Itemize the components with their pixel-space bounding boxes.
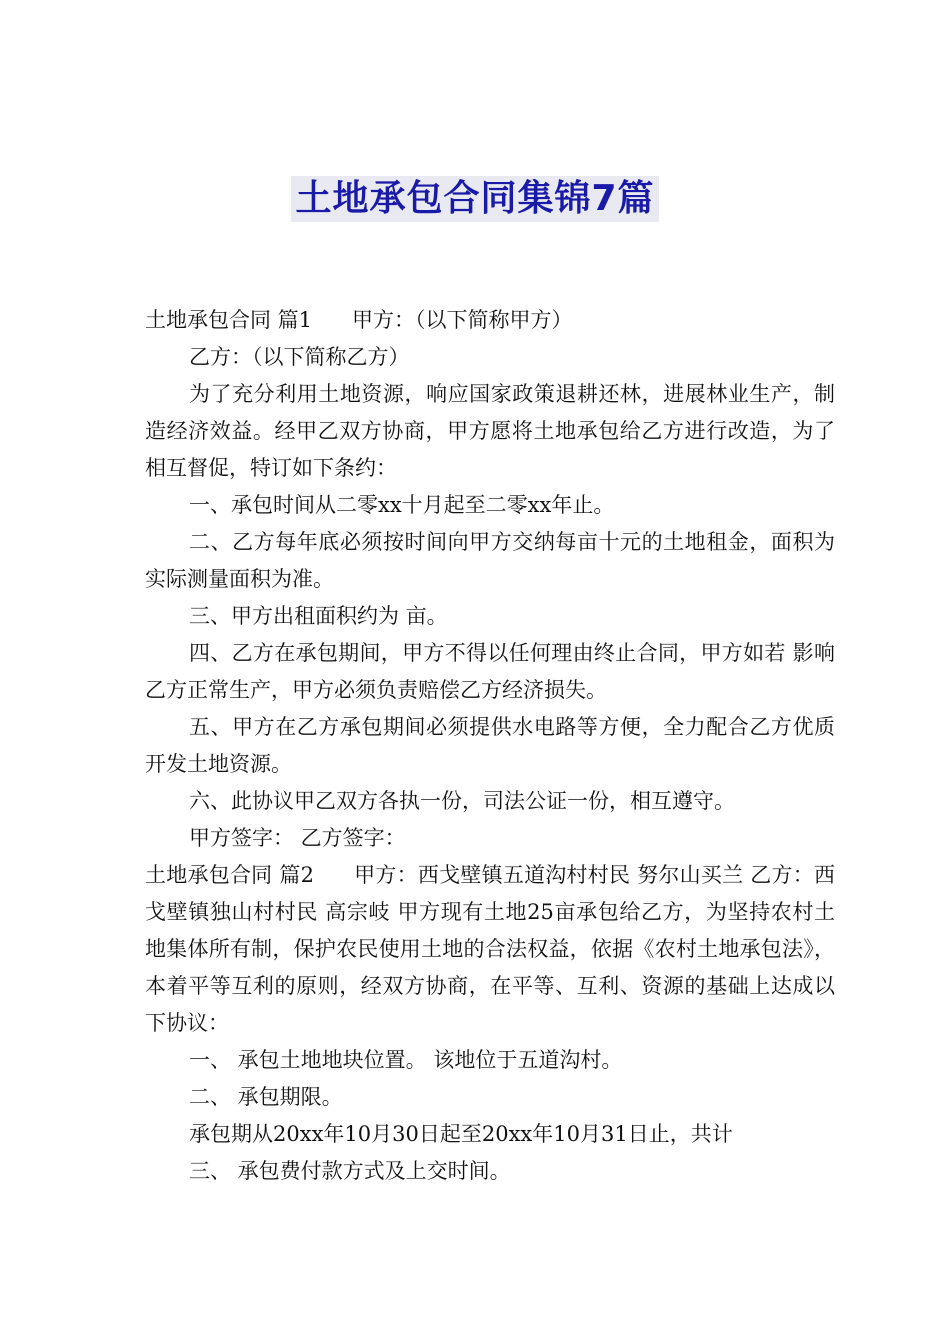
title-container bbox=[0, 176, 950, 222]
contract2-intro: 甲方：西戈壁镇五道沟村村民 努尔山买兰 乙方：西戈壁镇独山村村民 高宗岐 甲方现有土地25亩承包给乙方，为坚持农村土地集体所有制，保护农民使用土地的合法权益，依据《农村土地承包法》，本着平等互利的原则，经双方协商，在平等、互利、资源的基础上达成以下协议： bbox=[145, 863, 835, 1035]
contract2-period: 承包期从20xx年10月30日起至20xx年10月31日止，共计 bbox=[189, 1122, 733, 1146]
document-title: 土地承包合同集锦7篇 bbox=[291, 176, 658, 222]
contract1-heading-line bbox=[145, 302, 835, 339]
contract1-clause-6: 六、此协议甲乙双方各执一份，司法公证一份，相互遵守。 bbox=[189, 789, 735, 813]
contract1-clause-4: 四、乙方在承包期间，甲方不得以任何理由终止合同，甲方如若 影响乙方正常生产，甲方必须负责赔偿乙方经济损失。 bbox=[145, 641, 835, 702]
contract1-signatures: 甲方签字： 乙方签字： bbox=[189, 826, 406, 850]
contract2-item-1: 一、 承包土地地块位置。 该地位于五道沟村。 bbox=[189, 1048, 623, 1072]
contract1-heading: 土地承包合同 篇1 bbox=[145, 308, 313, 332]
document-body bbox=[145, 302, 835, 1190]
contract1-clause-1: 一、承包时间从二零xx十月起至二零xx年止。 bbox=[189, 493, 615, 517]
contract1-party-a: 甲方：（以下简称甲方） bbox=[352, 308, 573, 332]
contract1-preamble: 为了充分利用土地资源，响应国家政策退耕还林，进展林业生产，制造经济效益。经甲乙双方协商，甲方愿将土地承包给乙方进行改造，为了相互督促，特订如下条约： bbox=[145, 382, 835, 480]
contract2-item-2: 二、 承包期限。 bbox=[189, 1085, 343, 1109]
contract1-party-b: 乙方：（以下简称乙方） bbox=[189, 345, 410, 369]
contract2-item-3: 三、 承包费付款方式及上交时间。 bbox=[189, 1159, 511, 1183]
contract2-intro-paragraph bbox=[145, 857, 835, 1042]
contract1-clause-5: 五、甲方在乙方承包期间必须提供水电路等方便，全力配合乙方优质开发土地资源。 bbox=[145, 715, 835, 776]
contract1-clause-3: 三、甲方出租面积约为 亩。 bbox=[189, 604, 448, 628]
contract1-clause-2: 二、乙方每年底必须按时间向甲方交纳每亩十元的土地租金，面积为实际测量面积为准。 bbox=[145, 530, 835, 591]
contract2-heading: 土地承包合同 篇2 bbox=[145, 863, 314, 887]
